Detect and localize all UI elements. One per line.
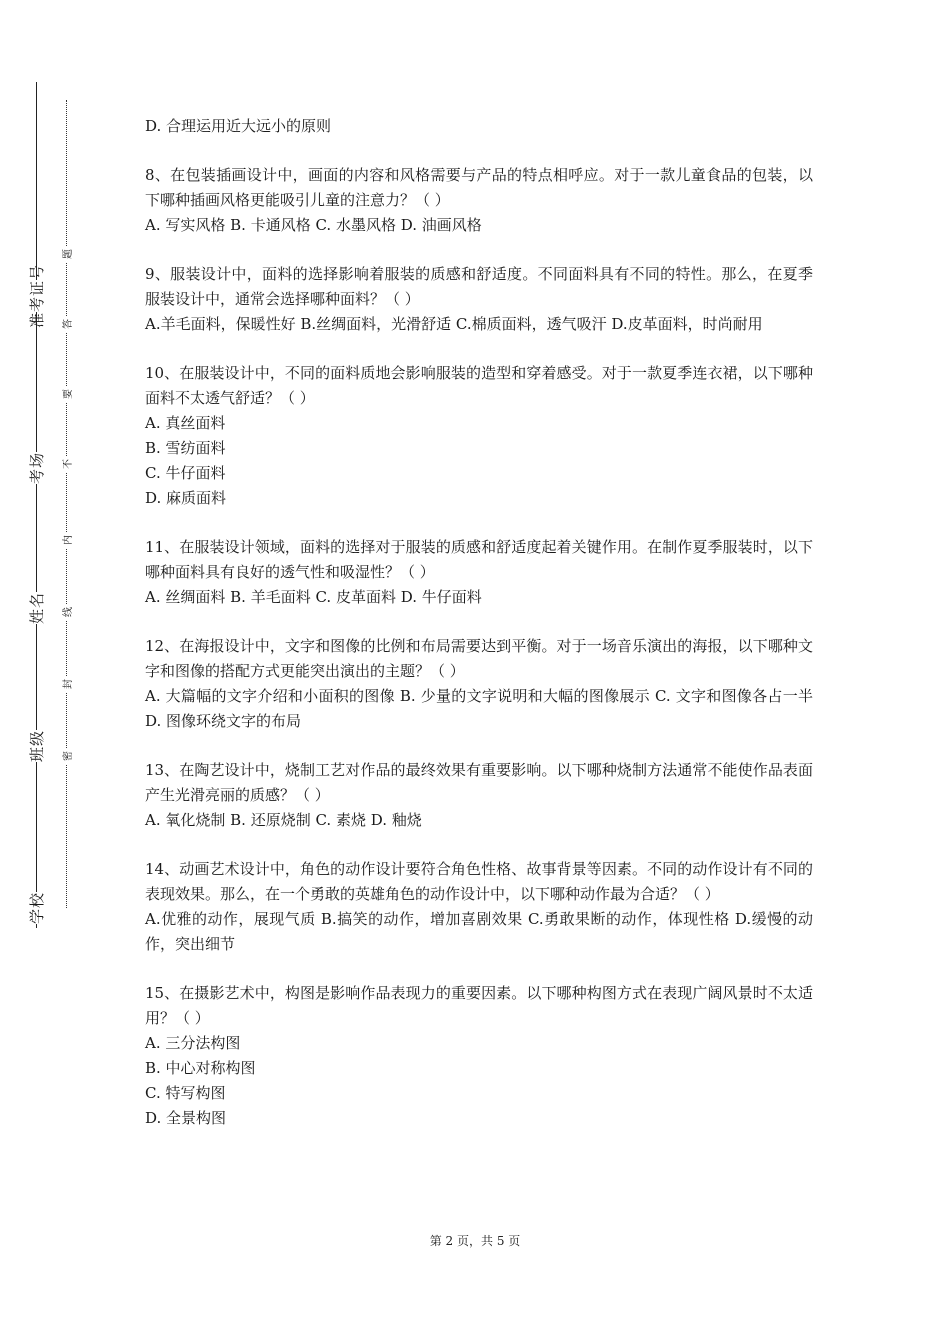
question-stem: 13、在陶艺设计中，烧制工艺对作品的最终效果有重要影响。以下哪种烧制方法通常不能使作品表面产生光滑亮丽的质感？（ ） [145,761,813,804]
question-11 [145,535,813,610]
question-10 [145,361,813,511]
question-13 [145,758,813,833]
question-stem: 11、在服装设计领域，面料的选择对于服装的质感和舒适度起着关键作用。在制作夏季服装时，以下哪种面料具有良好的透气性和吸湿性？（ ） [145,538,813,581]
question-stem: 10、在服装设计中，不同的面料质地会影响服装的造型和穿着感受。对于一款夏季连衣裙，以下哪种面料不太透气舒适？（ ） [145,364,813,407]
option-line: A. 氧化烧制 B. 还原烧制 C. 素烧 D. 釉烧 [145,811,422,829]
seal-char: 要 [58,386,74,402]
option-line: A. 丝绸面料 B. 羊毛面料 C. 皮革面料 D. 牛仔面料 [145,588,482,606]
option-d: D. 麻质面料 [145,489,227,507]
question-stem: 15、在摄影艺术中，构图是影响作品表现力的重要因素。以下哪种构图方式在表现广阔风景时不太适用？（ ） [145,984,813,1027]
binding-seal-line [66,100,67,908]
field-name: 姓名 [20,592,52,624]
question-9 [145,262,813,337]
question-15 [145,981,813,1131]
question-stem: 9、服装设计中，面料的选择影响着服装的质感和舒适度。不同面料具有不同的特性。那么，在夏季服装设计中，通常会选择哪种面料？（ ） [145,265,813,308]
field-class: 班级 [20,730,52,762]
option-line: D. 合理运用近大远小的原则 [145,117,332,135]
option-a: A. 三分法构图 [145,1034,241,1052]
seal-char: 答 [58,316,74,332]
option-d: D. 全景构图 [145,1109,227,1127]
page-number: 第 2 页，共 5 页 [429,1234,521,1248]
option-b: B. 中心对称构图 [145,1059,256,1077]
seal-char: 封 [58,676,74,692]
option-a: A. 真丝面料 [145,414,226,432]
seal-char: 不 [58,456,74,472]
option-line: A.羊毛面料，保暖性好 B.丝绸面料，光滑舒适 C.棉质面料，透气吸汗 D.皮革面料，时尚耐用 [145,315,763,333]
field-exam-number: 准考证号 [20,280,52,312]
question-stem: 12、在海报设计中，文字和图像的比例和布局需要达到平衡。对于一场音乐演出的海报，以下哪种文字和图像的搭配方式更能突出演出的主题？（ ） [145,637,813,680]
field-exam-room: 考场 [20,452,52,484]
option-line: A. 大篇幅的文字介绍和小面积的图像 B. 少量的文字说明和大幅的图像展示 C. 文字和图像各占一半 D. 图像环绕文字的布局 [145,687,818,730]
question-14 [145,857,813,957]
binding-solid-line [36,82,37,928]
option-c: C. 特写构图 [145,1084,226,1102]
seal-char: 内 [58,532,74,548]
question-12 [145,634,818,734]
question-stem: 14、动画艺术设计中，角色的动作设计要符合角色性格、故事背景等因素。不同的动作设计有不同的表现效果。那么，在一个勇敢的英雄角色的动作设计中，以下哪种动作最为合适？（ ） [145,860,813,903]
question-list [145,114,818,1155]
option-line: A. 写实风格 B. 卡通风格 C. 水墨风格 D. 油画风格 [145,216,482,234]
question-continuation [145,114,813,139]
seal-char: 密 [58,748,74,764]
field-school: 学校 [20,892,52,924]
option-c: C. 牛仔面料 [145,464,226,482]
seal-char: 线 [58,604,74,620]
question-stem: 8、在包装插画设计中，画面的内容和风格需要与产品的特点相呼应。对于一款儿童食品的包装，以下哪种插画风格更能吸引儿童的注意力？（ ） [145,166,813,209]
option-b: B. 雪纺面料 [145,439,226,457]
seal-char: 题 [58,246,74,262]
option-line: A.优雅的动作，展现气质 B.搞笑的动作，增加喜剧效果 C.勇敢果断的动作，体现性格 D.缓慢的动作，突出细节 [145,910,813,953]
question-8 [145,163,813,238]
